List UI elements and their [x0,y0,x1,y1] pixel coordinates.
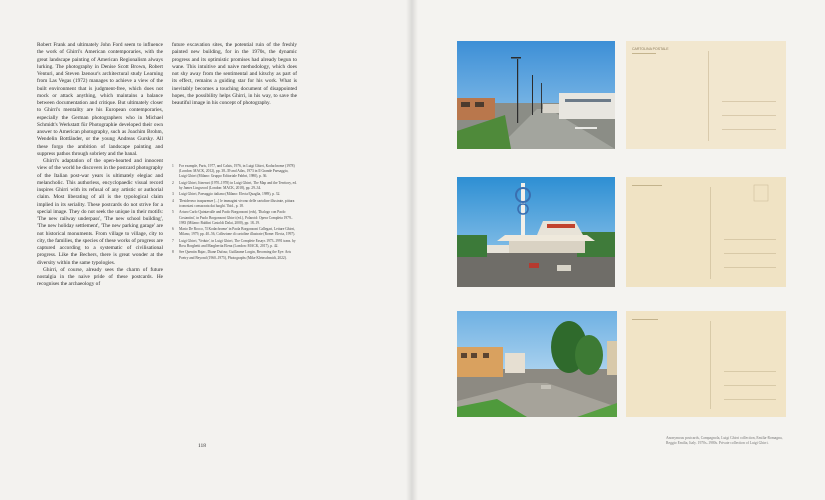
paragraph: future excavation sites, the potential ruin of the freshly painted new building, for in the 1970s, the dynamic progress and its optimistic promises had already begun to wane. This intuitive and naive methodology, which does not shy away from the sentimental and kitschy as part of its effect, remains a guiding star for his work. What is inevitably becomes a touching document of disappointed hopes, the possibility helps Ghirri, in his way, to save the beautiful image in his concept of photography. [172,42,297,106]
book-gutter [406,0,418,500]
paragraph: Ghirri's adaptation of the open-hearted and innocent view of the world he discovers in the postcard photography of the Italian post-war years is ultimately elegiac and melancholic. This authorless, encyclopaedic visual record inspires Ghirri with its refusal of any artistic or authorial claim. Most liberating of all is the typological claim implied in its seriality. These postcards do not strive for a special image. They do not seek the unique in their motifs: 'The new railway underpass', 'The new school building', 'The new holiday settlement', 'The new parking garage' are not historical monuments. From village to village, city to city, the families, the species of these works of progress are captured according to a systematic of civilisational progress. Like the Bechers, there is great wonder at the diversity within the same typologies. [37,158,163,266]
footnotes [172,164,297,262]
paragraph: Robert Frank and ultimately John Ford seem to influence the work of Ghirri's American contemporaries, with the great landscape painting of American Regionalism always lurking. The photography in Denise Scott Brown, Robert Venturi, and Steven Izenour's architectural study Learning from Las Vegas (1972) manages to achieve a view of the built environment that is judgment-free, which does not mock or attack anything, which maintains a balance between documentation and critique. But ultimately closer to Ghirri's mentality are his European contemporaries, especially the German photographers who in Michael Schmidt's Werkstatt für Photographie developed their own answer to American photography, such as Joachim Brohm, Wendelin Bottländer, or the young Andreas Gursky. All these forgo the ambition of landscape painting and suppress pathos through sobriety and the banal. [37,42,163,157]
footnote: 8 See Quentin Bajac, Diane Dufour, Guillaume Lorgin, Becoming the Eye: Arts Poetry and Beyond (1960–1975), Photographs (Mike Kleinschmidt, 2022). [172,250,292,260]
page-number: 118 [198,443,207,449]
footnote: 7 Luigi Ghirri, 'Vedute', in Luigi Ghirri, The Complete Essays 1973–1991 trans. by Ross Borghetti and Margherita Elena (London: MACK, 2017), p. 42. [172,238,296,248]
footnote: 3 Luigi Ghirri, Paesaggio italiano (Milano: Electa/Quaglia, 1989), p. 32. [172,192,281,197]
figure-caption: Anonymous postcards, Campagnola, Luigi Ghirri collection, Emilia-Romagna, Reggio Emilia, Italy. 1970s–1980s. Private collection of Luigi Ghirri. [666,436,783,446]
postcard-back-3 [626,311,786,417]
text-column-1 [37,42,163,289]
left-page [0,0,412,500]
postcard-front-roadside-restaurant-with-tower [457,177,615,287]
postcard-back-text: CARTOLINA POSTALE [632,47,669,51]
footnote: 5 Arturo Carlo Quintavalle and Paolo Borgonzoni (eds), 'Dialogo con Paolo Costantini', in Paolo Borgonzoni Ghirri (ed.), Polaroid: Opera Completa 1979–1983 (Milano: Baldini Castoldi Dalai, 2000), pp. 18–19. [172,210,293,225]
postcard-back-1 [626,41,786,149]
footnote: 6 Mario De Rocco, 'Il Kodachrome' in Paola Borgonzoni Callegari, Letture Ghirri, Milano, 1979, pp. 40–56, Collezione di cartoline illustrate (Rome: Electa, 1997). [172,227,296,237]
footnote: 4 'Desideravo trasparenze [...] le immagini vivono delle cartoline illustrate, pittura iconostasi consacrata dai luoghi.' Ibid., p. 18. [172,198,295,208]
postcard-back-2 [626,177,786,287]
footnote: 2 Luigi Ghirri, Itinerari (1970–1978) in Luigi Ghirri, The Map and the Territory, ed. by James Lingwood (London: MACK, 2018), pp. 29–34. [172,180,297,190]
postcard-front-tree-lined-road-with-buildings [457,311,617,417]
footnote: 1 For example, Paris, 1977, and Calais, 1976, in Luigi Ghirri, Kodachrome (1978) (London: MACK, 2012), pp. 38–39 and Atlas, 1973 in Il Grande Paesaggio, Luigi Ghirri (Milano: Gruppo Editoriale Fabbri, 1980), p. 36. [172,164,295,179]
postcard-front-street-with-lampposts [457,41,615,149]
paragraph: Ghirri, of course, already sees the charm of future nostalgia in the naive pride of these postcards. He recognises the archaeology of [37,266,163,288]
text-column-2 [172,42,297,107]
